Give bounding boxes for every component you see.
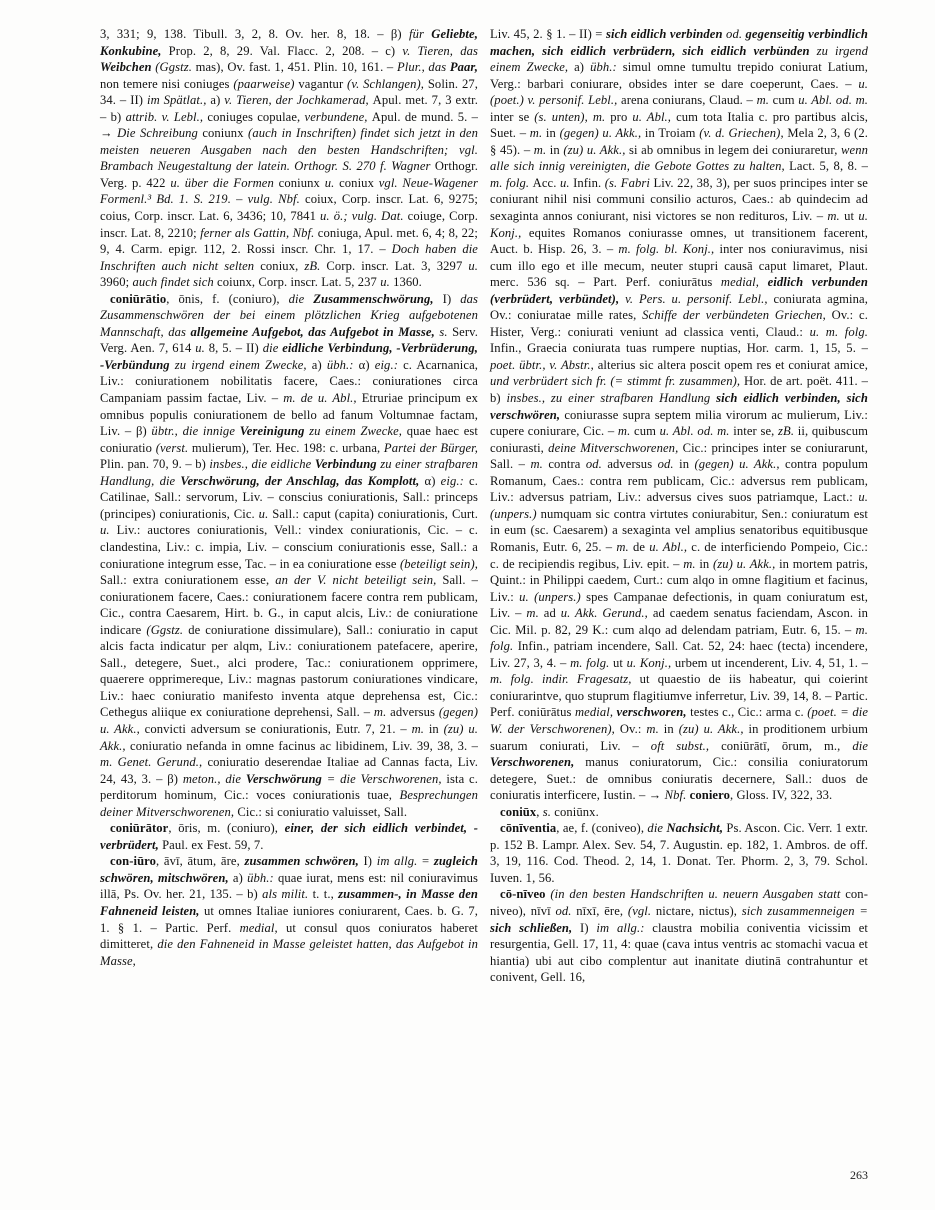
text-run: u. (unpers.) xyxy=(490,490,868,521)
text-run: Lact. 5, 8, 8. – xyxy=(789,159,868,174)
text-run: u. Konj., xyxy=(626,655,675,670)
text-run: (beteiligt sein), xyxy=(399,556,478,571)
text-run: cum xyxy=(772,93,799,108)
text-run: m. xyxy=(616,539,633,554)
text-run: sich eidlich verbinden, sich verschwören, xyxy=(490,391,868,422)
text-run: Apul. met. 7, 3 extr. – b) xyxy=(100,93,479,124)
text-run: m. folg. xyxy=(490,175,533,190)
text-run: medial, xyxy=(574,705,617,720)
text-run: cum xyxy=(634,424,660,439)
text-run: Prop. 2, 8, 29. Val. Flacc. 2, 208. – c) xyxy=(168,43,403,58)
text-run: , ōris, m. (coniuro), xyxy=(168,821,285,836)
left-column xyxy=(100,26,478,986)
text-run: m. xyxy=(373,705,391,720)
text-run: I) xyxy=(363,854,377,869)
text-run: übh.: xyxy=(326,357,359,372)
text-run: quae haec est coniuratio xyxy=(100,424,478,455)
text-run: Nbf. xyxy=(664,788,690,803)
text-run: Hor. de art. poët. 411. – b) xyxy=(490,374,868,406)
text-run: in proditionem urbium suarum coniurati, Liv. – xyxy=(490,721,868,753)
text-run: (gegen) u. Akk., xyxy=(100,705,478,736)
text-run: coniuratio nefanda in omne facinus ac libidinem, Liv. 39, 38, 3. – xyxy=(130,738,478,753)
text-run: = die Verschworenen, xyxy=(326,771,447,786)
entry-paragraph xyxy=(490,820,868,886)
text-run: vgl. Neue-Wagener Formenl.³ Bd. 1. S. 219. – vulg. Nbf. xyxy=(100,175,479,207)
text-run: in xyxy=(549,142,564,157)
text-run: im allg.: xyxy=(596,920,653,935)
text-run: = xyxy=(422,854,434,869)
text-run: im allg. xyxy=(376,854,422,869)
text-run: u. (unpers.) xyxy=(519,589,587,604)
text-run: quae iurat, mens est: nil coniuravimus illā, Ps. Ov. her. 21, 135. – b) xyxy=(100,870,479,902)
text-run: Corp. inscr. Lat. 3, 3297 xyxy=(326,258,469,273)
text-run: im Spätlat., xyxy=(146,93,211,108)
text-run: coniuga, Apul. met. 6, 4; 8, 22; 9, 4. Carm. epigr. 112, 2. Rossi inscr. Chr. 1, 17. – xyxy=(100,225,478,257)
text-run: eig.: xyxy=(374,357,404,372)
text-run: t. t., xyxy=(312,887,339,902)
text-run: m. Genet. Gerund., xyxy=(100,755,208,770)
text-run: c. Catilinae, Sall.: servorum, Liv. – conscius coniurationis, Sall.: princeps (principes) coniurationis, Cic. xyxy=(100,473,478,521)
text-run: c. Acarnanica, Liv.: coniurationem nobilitatis facere, Caes.: coniurationes circa Campaniam passim factae, Liv. – xyxy=(100,357,479,406)
text-run: v. Tieren, der Jochkamerad, xyxy=(224,93,373,108)
text-run: ut omnes Italiae iuniores coniurarent, Caes. b. G. 7, 1. § 1. – Partic. Perf. xyxy=(100,903,478,935)
text-run: (Ggstz. xyxy=(155,60,196,75)
text-run: testes c., Cic.: arma c. xyxy=(690,705,808,720)
text-run: m. folg. xyxy=(490,622,868,654)
text-run: (vgl. xyxy=(627,903,656,918)
text-run: coiunx, Corp. inscr. Lat. 5, 237 xyxy=(217,275,381,290)
page-number: 263 xyxy=(850,1168,868,1182)
text-run: I) xyxy=(442,291,461,306)
text-run: , Gloss. IV, 322, 33. xyxy=(729,788,833,803)
text-run: ad xyxy=(543,606,561,621)
text-run: Geliebte, Konkubine, xyxy=(100,27,478,58)
text-run: coniūnx. xyxy=(554,804,599,819)
text-run: und verbrüdert sich fr. (= stimmt fr. zusammen), xyxy=(490,374,744,389)
text-run: , ae, f. (coniveo), xyxy=(556,821,648,836)
text-run: od. xyxy=(555,903,577,918)
text-run: coniero xyxy=(689,788,730,803)
text-run: nictare, nictus), xyxy=(655,903,742,918)
text-columns xyxy=(100,26,935,986)
text-run: m. xyxy=(533,142,550,157)
text-run: insbes., die eidliche xyxy=(209,457,315,472)
text-run: 3960; xyxy=(100,275,133,290)
text-run: ii, quibuscum coniurasti, xyxy=(490,424,869,455)
text-run: urbem ut incenderent, Liv. 4, 51, 1. – xyxy=(674,655,868,670)
text-run: Paar, xyxy=(449,60,478,75)
text-run: u. xyxy=(258,506,273,521)
text-run: m. xyxy=(756,93,773,108)
text-run: Cic.: principes inter se coniurarunt, Sall. – xyxy=(490,440,868,472)
text-run: Sall. – coniurationem facere, Caes.: coniurationem facere contra rem publicam, Cic., contra Caesarem, Hirt. b. G., in caput alcis, Liv.: de coniuratione indicare xyxy=(100,573,479,637)
text-run: insbes., zu einer strafbaren Handlung xyxy=(506,391,717,406)
text-run: coniuges copulae, xyxy=(207,109,305,124)
text-run: coniūrātī, ōrum, m., xyxy=(721,738,853,753)
text-run: (poet. = die W. der Verschworenen), xyxy=(490,705,869,736)
text-run: coiux, Corp. inscr. Lat. 6, 9275; coius, Corp. inscr. Lat. 6, 3436; 10, 7841 xyxy=(100,192,478,224)
text-run: u. xyxy=(380,275,394,290)
text-run: wenn alle sich innig vereinigten, die Gebote Gottes zu halten, xyxy=(490,142,868,174)
text-run: Sall.: extra coniurationem esse, xyxy=(100,573,276,588)
text-run: einer, der sich eidlich verbindet, -verbrüdert, xyxy=(100,821,479,852)
text-run: Liv.: auctores coniurationis, Vell.: vindex coniurationis, Cic. – c. clandestina, Liv.: c. impia, Liv. – conscium coniurationis esse, Sall.: a coniuratione integrum esse, Tac. – in ea coniuratione esse xyxy=(100,523,478,571)
entry-paragraph xyxy=(490,804,868,821)
text-run: übh.: xyxy=(247,870,278,885)
text-run: verbundene, xyxy=(304,109,372,124)
text-run: die den Fahneneid in Masse geleistet hatten, das Aufgebot in Masse, xyxy=(100,937,478,968)
text-run: contra xyxy=(548,457,586,472)
text-run: (in den besten Handschriften u. neuern Ausgaben statt xyxy=(550,887,846,902)
text-run: meton., die xyxy=(182,771,246,786)
text-run: con-niveo), nīvī xyxy=(490,887,868,918)
text-run: , āvī, ātum, āre, xyxy=(156,854,245,869)
text-run: gegenseitig verbindlich machen, sich eidlich verbrüdern, sich eidlich verbünden xyxy=(490,27,869,58)
text-run: u. ö.; vulg. Dat. xyxy=(320,209,408,224)
text-run: zugleich schwören, mitschwören, xyxy=(100,854,479,885)
text-run: non temere nisi coniuges xyxy=(100,76,234,91)
entry-paragraph xyxy=(490,886,868,985)
text-run: (s. unten), m. xyxy=(534,109,611,124)
text-run: m. xyxy=(526,606,544,621)
text-run: a) xyxy=(232,870,248,885)
text-run: cōnīventia xyxy=(500,821,557,836)
text-run: Orthogr. Verg. p. 422 xyxy=(100,159,478,190)
text-run: Schiffe der verbündeten Griechen, xyxy=(642,308,832,323)
text-run: Acc. xyxy=(532,175,560,190)
text-run: (zu) u. Akk., xyxy=(563,142,630,157)
text-run: coniunx xyxy=(202,126,249,141)
text-run: Die Schreibung xyxy=(117,126,203,141)
text-run: coniūx xyxy=(500,804,537,819)
text-run: alterius sic altera poscit opem res et coniurat amice, xyxy=(597,357,868,372)
text-run: coniuratio deserendae Italiae ad Cannas facta, Liv. 24, 43, 3. – β) xyxy=(100,755,478,786)
text-run: u. xyxy=(100,523,117,538)
text-run: inter nos coniuravimus, nisi cum illo ego et ille mecum, neuter stupri causā caput limaret, Plaut. merc. 536 sq. – Part. Perf. coniurātus xyxy=(490,242,869,290)
text-run: u. xyxy=(324,175,340,190)
text-run: equites Romanos coniurasse omnes, ut transitionem facerent, Auct. b. Hisp. 26, 3. – xyxy=(490,225,869,257)
text-run: als milit. xyxy=(262,887,313,902)
text-run: Infin., Graecia coniurata tuas rumpere nuptias, Hor. carm. 1, 15, 5. – xyxy=(490,341,868,356)
text-run: mas), Ov. fast. 1, 451. Plin. 10, 161. – xyxy=(195,60,397,75)
text-run: convicti adversum se coniurationis, Eutr. 7, 21. – xyxy=(144,721,412,736)
text-run: Liv. 22, 38, 3), per suos principes inter se coniurant nihil nisi communi consilio acturos, Caes.: ab quindecim ad sexaginta annos coniurant, nisi victores se non redituros, Liv. – xyxy=(490,175,868,224)
text-run: poet. übtr., v. Abstr., xyxy=(490,357,598,372)
text-run: claustra mobilia coniventia vicissim et resurgentia, Gell. 17, 11, 4: quae (cava intus ventris ac stomachi vacua et hiantia) ubi aut cibo complentur aut inanitate diutinā contrahuntur et conivent, Gell. 16, xyxy=(490,920,868,985)
text-run: a) xyxy=(311,357,327,372)
text-run: coniurasse supra septem milia virorum ac mulierum, Liv.: cupere coniurare, Cic. – xyxy=(490,407,868,439)
text-run: zusammen-, in Masse den Fahneneid leisten, xyxy=(100,887,478,918)
text-run: m. xyxy=(617,424,635,439)
text-run: Serv. Verg. Aen. 7, 614 xyxy=(100,324,478,356)
text-run: oft subst., xyxy=(650,738,722,753)
text-run: coniunx xyxy=(278,175,325,190)
text-run: in xyxy=(545,126,560,141)
text-run: in xyxy=(699,556,713,571)
text-run: coniux xyxy=(339,175,379,190)
text-run: Sall.: caput (capita) coniurationis, Curt. xyxy=(272,506,478,521)
text-run: die xyxy=(288,291,314,306)
text-run: u. Abl., xyxy=(649,539,692,554)
text-run: a) xyxy=(574,60,591,75)
text-run: zu irgend einem Zwecke, xyxy=(490,43,868,75)
text-run: simul omne tumultu trepido coniurat Latium, Verg.: barbari coniurare, obsides inter se dare coeperunt, Caes. – xyxy=(490,60,868,91)
text-run: , ōnis, f. (coniuro), xyxy=(166,291,289,306)
text-run: u. xyxy=(195,341,209,356)
text-run: m. folg. indir. Fragesatz, xyxy=(490,672,640,687)
text-run: (gegen) u. Akk., xyxy=(694,457,786,472)
text-run: Partei der Bürger, xyxy=(383,440,479,455)
text-run: cum tota Italia c. pro partibus alcis, Suet. – xyxy=(490,109,868,141)
text-run: Infin., patriam incendere, Sall. Cat. 52, 24: haec (tecta) incendere, Liv. 27, 3, 4. – xyxy=(490,639,868,670)
entry-paragraph xyxy=(100,820,478,853)
text-run: (zu) u. Akk., xyxy=(712,556,780,571)
text-run: (zu) u. Akk., xyxy=(100,721,478,753)
text-run: für xyxy=(409,27,432,41)
text-run: inter se xyxy=(490,109,535,124)
text-run: contra populum Romanum, Caes.: contra rem publicam, Cic.: adversus rem publicam, Liv.: adversus patriam, Liv.: adversus cives suos patriamque, Lact.: xyxy=(490,457,868,505)
text-run: coniūrātor xyxy=(110,821,169,836)
text-run: Verschwörung xyxy=(245,771,327,786)
text-run: s. xyxy=(439,324,453,339)
text-run: od. xyxy=(585,457,608,472)
text-run: m. folg. xyxy=(570,655,613,670)
text-run: in Troiam xyxy=(644,126,700,141)
right-column xyxy=(490,26,868,986)
text-run: (zu) u. Akk., xyxy=(678,721,749,736)
text-run: adversus xyxy=(390,705,439,720)
text-run: (auch in Inschriften) findet sich jetzt in den meisten neueren Ausgaben nach den besten Handschriften; vgl. Brambach Neugestaltung der latein. Orthogr. S. 270 f. Wagner xyxy=(100,126,478,174)
text-run: die xyxy=(852,738,869,753)
text-run: sich eidlich verbinden xyxy=(605,27,727,41)
text-run: spes Campanae defectionis, in quam coniuratum est, Liv. – xyxy=(490,589,868,621)
text-run: eidlich verbunden (verbrüdert, verbündet), xyxy=(490,275,868,306)
text-run: an der V. nicht beteiligt sein, xyxy=(275,573,443,588)
text-run: u. über die Formen xyxy=(170,175,279,190)
text-run: (gegen) u. Akk., xyxy=(559,126,645,141)
text-run: inter se, xyxy=(733,424,779,439)
continuation-paragraph xyxy=(100,26,478,291)
text-run: Liv. 45, 2. § 1. – II) = xyxy=(490,27,606,41)
text-run: eidliche Verbindung, -Verbrüderung, -Verbündung xyxy=(100,341,478,372)
text-run: eig.: xyxy=(440,473,470,488)
text-run: Plin. pan. 70, 9. – b) xyxy=(100,457,210,472)
text-run: Paul. ex Fest. 59, 7. xyxy=(162,837,264,852)
text-run: numquam sic contra virtutes coniurabitur, Sen.: coniuratum est in eum (sc. Caesarem) a sexaginta vel amplius senatoribus equitibusque Romanis, Eutr. 6, 25. – xyxy=(490,506,868,554)
text-run: (paarweise) xyxy=(233,76,299,91)
text-run: Verschwörung, der Anschlag, das Komplott, xyxy=(180,473,425,488)
text-run: coniux, xyxy=(260,258,305,273)
text-run: (s. Fabri xyxy=(604,175,654,190)
text-run: m. xyxy=(683,556,700,571)
text-run: adversus xyxy=(607,457,658,472)
text-run: Mela 2, 3, 6 (2. § 45). – xyxy=(490,126,868,157)
text-run: Zusammenschwörung, xyxy=(313,291,443,306)
text-run: Etruriae principum ex omnibus populis coniurationem de bello ad fanum Voltumnae factam, Liv. – β) xyxy=(100,391,478,439)
text-run: sich zusammenneigen = xyxy=(741,903,868,918)
text-run: attrib. v. Lebl., xyxy=(125,109,208,124)
text-run: Infin. xyxy=(573,175,605,190)
text-run: 8, 5. – II) xyxy=(208,341,263,356)
text-run: , xyxy=(536,804,543,819)
text-run: die xyxy=(262,341,283,356)
text-run: I) xyxy=(580,920,597,935)
text-run: Ps. Ascon. Cic. Verr. 1 extr. p. 152 B. Lampr. Alex. Sev. 54, 7. Augustin. ep. 182, 1. Ambros. de off. 3, 19, 116. Cod. Theod. 2, 14, 1. Donat. Ter. Phorm. 2, 3, 79. Schol. Iuven. 1, 56. xyxy=(490,821,868,885)
text-run: v. Pers. u. personif. Lebl., xyxy=(625,291,774,306)
text-run: u. xyxy=(559,175,574,190)
text-run: Doch haben die Inschriften auch nicht selten xyxy=(100,242,478,273)
text-run: m. xyxy=(530,457,549,472)
text-run: de coniuratione dissimulare), Sall.: coniuratio in caput alcis facta indicatur per alqm, Liv.: coniurationem patefacere, aperire, Sall., detegere, Suet., alci prodere, Tac.: coniurationem opprimere, quaerere opprimereque, Liv.: magnas pastorum coniurationes vindicare, Liv.: haec coniuratio manifesto inventa atque deprehensa est, Cic.: Cethegus aliique ex coniuratione deprehensi, Sall. – xyxy=(100,622,479,720)
entry-paragraph xyxy=(100,291,478,821)
text-run: a) xyxy=(210,93,225,108)
text-run: Weibchen xyxy=(100,60,156,75)
text-run: (v. d. Griechen), xyxy=(699,126,788,141)
text-run: u. (poet.) v. personif. Lebl., xyxy=(490,76,868,108)
text-run: manus coniuratorum, Cic.: consilia coniuratorum detegere, Suet.: de omnibus coniuratis decernere, Sall.: duos de coniuratis interficere, Iustin. – → xyxy=(490,755,868,803)
text-run: m. xyxy=(529,126,546,141)
text-run: allgemeine Aufgebot, das Aufgebot in Masse, xyxy=(190,324,440,339)
text-run: zB. xyxy=(304,258,327,273)
text-run: m. xyxy=(646,721,664,736)
text-run: u. m. folg. xyxy=(809,324,868,339)
text-run: ut xyxy=(613,655,627,670)
text-run: coniurata agmina, Ov.: coniuratae mille rates, xyxy=(490,291,868,323)
text-run: Apul. de mund. 5. – → xyxy=(100,109,478,141)
text-run: deine Mitverschworenen, xyxy=(548,440,683,455)
text-run: vagantur xyxy=(298,76,348,91)
text-run: medial, xyxy=(720,275,768,290)
text-run: ista c. perditorum hominum, Cic.: voces coniurationis tuae, xyxy=(100,771,478,803)
text-run: zu irgend einem Zwecke, xyxy=(174,357,312,372)
text-run: coiuge, Corp. inscr. Lat. 8, 2210; xyxy=(100,209,478,240)
text-run: nīxī, ēre, xyxy=(576,903,628,918)
text-run: arena coniurans, Claud. – xyxy=(621,93,757,108)
text-run: Nachsicht, xyxy=(666,821,727,836)
text-run: m. de u. Abl., xyxy=(283,391,362,406)
text-run: cō-nīveo xyxy=(500,887,551,902)
text-run: u. Akk. Gerund., xyxy=(560,606,653,621)
text-run: u. Abl. od. m. xyxy=(798,93,869,108)
text-run: c. de interficiendo Pompeio, Cic.: c. de recipiendis regibus, Liv. epit. – xyxy=(490,539,868,571)
text-run: 1360. xyxy=(393,275,422,290)
text-run: ut consul quos coniuratos haberet dimitteret, xyxy=(100,920,478,952)
text-run: ut xyxy=(844,209,859,224)
text-run: Verbindung xyxy=(314,457,381,472)
text-run: u. xyxy=(468,258,479,273)
text-run: verschworen, xyxy=(616,705,691,720)
text-run: in mortem patris, Quint.: in Philippi caedem, Curt.: cum alqo in omne flagitium et facinus, Liv.: xyxy=(490,556,868,604)
text-run: übtr., die innige xyxy=(151,424,240,439)
text-run: u. Abl., xyxy=(632,109,677,124)
text-run: zu einer strafbaren Handlung, die xyxy=(100,457,478,488)
text-run: Plur., das xyxy=(396,60,450,75)
text-run: Besprechungen deiner Mitverschworenen, xyxy=(100,788,478,819)
continuation-paragraph xyxy=(490,26,868,804)
text-run: das Zusammenschwören der bei einem plötzlichen Krieg aufgebotenen Mannschaft, das xyxy=(100,291,479,339)
text-run: ut quaestio de iis habeatur, qui coierint coniurarintve, quo stuprum flagitiumve inferretur, Liv. 39, 14, 8. – Partic. Perf. coniūrātus xyxy=(490,672,869,720)
text-run: con-iūro xyxy=(110,854,157,869)
text-run: ad caedem senatus faciendam, Ascon. in Cic. Mil. p. 82, 29 K.: cum alqo ad delendam patriam, Eutr. 6, 15. – xyxy=(490,606,868,637)
text-run: Vereinigung xyxy=(239,424,310,439)
text-run: medial, xyxy=(239,920,286,935)
text-run: od. xyxy=(726,27,746,41)
text-run: pro xyxy=(610,109,633,124)
text-run: Ov.: xyxy=(619,721,647,736)
text-run: m. xyxy=(411,721,429,736)
text-run: de xyxy=(632,539,650,554)
text-run: Cic.: si coniuratio valuisset, Sall. xyxy=(237,804,408,819)
text-run: Solin. 27, 34. – II) xyxy=(100,76,478,108)
text-run: zu einem Zwecke, xyxy=(309,424,407,439)
text-run: ferner als Gattin, Nbf. xyxy=(200,225,318,240)
text-run: die xyxy=(647,821,667,836)
text-run: in xyxy=(428,721,444,736)
text-run: si ab omnibus in legem dei coniuraretur, xyxy=(629,142,842,157)
text-run: coniūrātio xyxy=(110,291,167,306)
text-run: v. Tieren, das xyxy=(402,43,478,58)
text-run: m. xyxy=(827,209,845,224)
text-run: übh.: xyxy=(590,60,623,75)
text-run: od. xyxy=(657,457,680,472)
text-run: zB. xyxy=(778,424,798,439)
text-run: zusammen schwören, xyxy=(244,854,364,869)
entry-paragraph xyxy=(100,853,478,969)
text-run: Ov.: c. Hister, Verg.: coniurati veniunt ad classica venti, Claud.: xyxy=(490,308,868,339)
text-run: auch findet sich xyxy=(132,275,218,290)
text-run: u. Abl. od. m. xyxy=(659,424,734,439)
text-run: (verst. xyxy=(155,440,192,455)
text-run: 3, 331; 9, 138. Tibull. 3, 2, 8. Ov. her. 8, 18. – β) xyxy=(100,27,409,41)
text-run: s. xyxy=(542,804,555,819)
text-run: mulierum), Ter. Hec. 198: c. urbana, xyxy=(191,440,384,455)
text-run: (Ggstz. xyxy=(146,622,189,637)
text-run: in xyxy=(679,457,695,472)
text-run: α) xyxy=(424,473,441,488)
text-run: u. Konj., xyxy=(490,209,868,240)
text-run: in xyxy=(663,721,679,736)
text-run: sich schließen, xyxy=(490,920,581,935)
text-run: (v. Schlangen), xyxy=(347,76,428,91)
text-run: Verschworenen, xyxy=(490,755,586,770)
text-run: α) xyxy=(358,357,375,372)
text-run: m. folg. bl. Konj., xyxy=(618,242,720,257)
